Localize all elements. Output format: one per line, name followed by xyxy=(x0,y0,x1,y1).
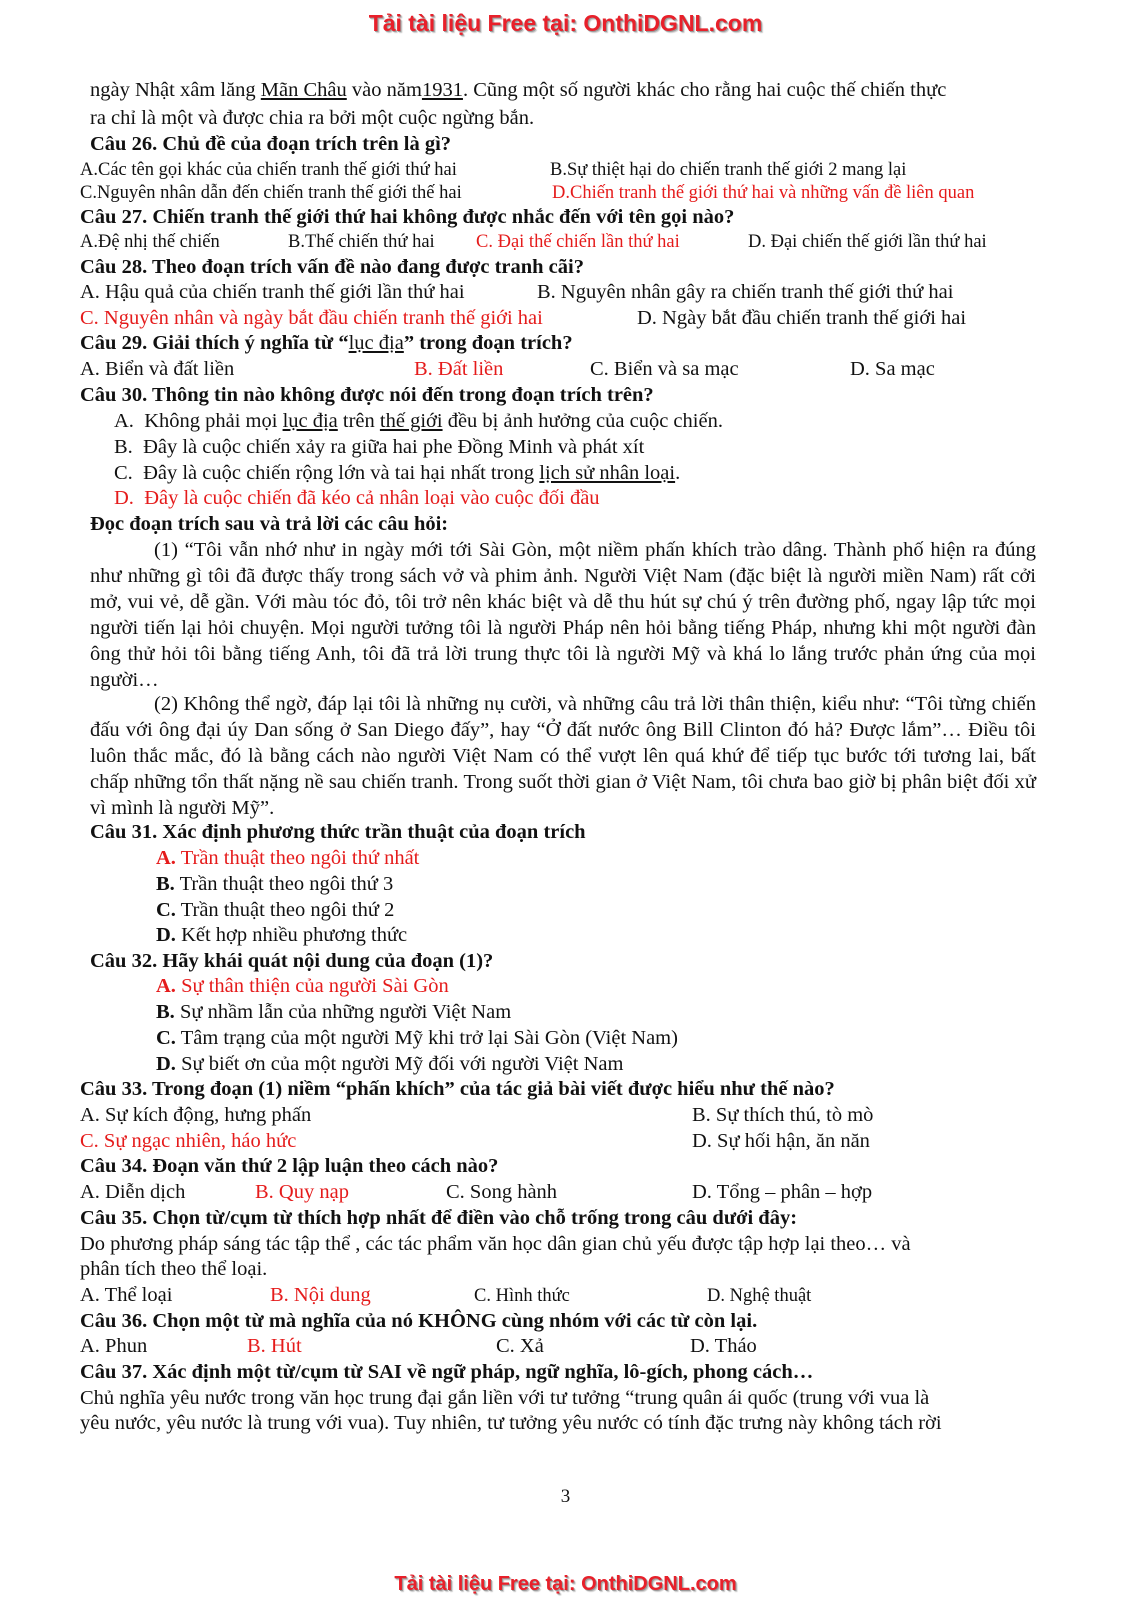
q29-option-c: C. Biển và sa mạc xyxy=(590,358,739,380)
q37-text-line-2: yêu nước, yêu nước là trung với vua). Tuy nhiên, tư tưởng yêu nước có tính đặc trưng này không tách rời xyxy=(80,1412,942,1434)
q30-option-b xyxy=(114,435,644,459)
intro-text: vào năm xyxy=(346,79,422,101)
question-32: Câu 32. Hãy khái quát nội dung của đoạn (1)? xyxy=(90,950,494,972)
option-label: A. xyxy=(114,410,134,432)
q33-option-a: A. Sự kích động, hưng phấn xyxy=(80,1104,312,1126)
q35-text-line-2: phân tích theo thể loại. xyxy=(80,1258,268,1280)
option-label: A. xyxy=(156,847,176,869)
question-34: Câu 34. Đoạn văn thứ 2 lập luận theo cách nào? xyxy=(80,1155,499,1177)
q31-option-b xyxy=(156,872,393,896)
q34-option-b-answer: B. Quy nạp xyxy=(255,1181,349,1203)
q36-option-a: A. Phun xyxy=(80,1335,148,1357)
q36-option-c: C. Xả xyxy=(496,1335,544,1357)
q34-option-d: D. Tổng – phân – hợp xyxy=(692,1181,873,1203)
q28-option-a: A. Hậu quả của chiến tranh thế giới lần thứ hai xyxy=(80,281,465,303)
q30-option-a xyxy=(114,409,723,433)
option-text: Sự biết ơn của một người Mỹ đối với người Việt Nam xyxy=(175,1053,624,1075)
q26-option-a: A.Các tên gọi khác của chiến tranh thế giới thứ hai xyxy=(80,160,457,180)
question-29 xyxy=(80,331,573,355)
reading-paragraph-1: (1) “Tôi vẫn nhớ như in ngày mới tới Sài Gòn, một niềm phấn khích trào dâng. Thành phố hiện ra đúng như những gì tôi đã được thấy trong sách vở và phim ảnh. Người Việt Nam (đặc biệt là người miền Nam) rất cởi mở, vui vẻ, dễ gần. Với màu tóc đỏ, tôi trở nên khác biệt và dễ thu hút sự chú ý trên đường phố, ngay lập tức mọi người tiến lại hỏi chuyện. Mọi người tưởng tôi là người Pháp nên hỏi bằng tiếng Pháp, nhưng khi một người đàn ông thử hỏi tôi bằng tiếng Anh, tôi đã trả lời trung thực tôi là người Mỹ và khá lo lắng trước phản ứng của mọi người… xyxy=(90,539,1036,691)
q31-option-a-answer xyxy=(156,846,419,870)
option-text: Trần thuật theo ngôi thứ 3 xyxy=(174,873,394,895)
manchuria-link[interactable]: Mãn Châu xyxy=(260,79,347,101)
option-text: Không phải mọi xyxy=(144,410,283,432)
q33-option-d: D. Sự hối hận, ăn năn xyxy=(692,1130,870,1152)
q26-option-d-answer: D.Chiến tranh thế giới thứ hai và những vấn đề liên quan xyxy=(552,183,975,203)
intro-text: . Cũng một số người khác cho rằng hai cuộc thế chiến thực xyxy=(462,79,947,101)
option-label: C. xyxy=(156,899,176,921)
question-37: Câu 37. Xác định một từ/cụm từ SAI về ngữ pháp, ngữ nghĩa, lô-gích, phong cách… xyxy=(80,1361,814,1383)
question-26: Câu 26. Chủ đề của đoạn trích trên là gì? xyxy=(90,133,452,155)
option-label: C. xyxy=(114,462,133,484)
q35-option-a: A. Thể loại xyxy=(80,1284,173,1306)
question-35: Câu 35. Chọn từ/cụm từ thích hợp nhất để điền vào chỗ trống trong câu dưới đây: xyxy=(80,1207,798,1229)
option-text: trên xyxy=(337,410,380,432)
option-label: B. xyxy=(156,1001,175,1023)
option-label: D. xyxy=(156,1053,176,1075)
year-1931-link[interactable]: 1931 xyxy=(421,79,463,101)
q34-option-c: C. Song hành xyxy=(446,1181,558,1203)
q32-option-b xyxy=(156,1000,511,1024)
option-text: Trần thuật theo ngôi thứ nhất xyxy=(175,847,420,869)
q26-option-b: B.Sự thiệt hại do chiến tranh thế giới 2 mang lại xyxy=(550,160,907,180)
option-label: B. xyxy=(114,436,133,458)
q27-option-c-answer: C. Đại thế chiến lần thứ hai xyxy=(476,232,680,252)
human-history-link[interactable]: lịch sử nhân loại xyxy=(539,462,676,484)
q29-text: Câu 29. Giải thích ý nghĩa từ “ xyxy=(80,332,349,354)
question-27: Câu 27. Chiến tranh thế giới thứ hai không được nhắc đến với tên gọi nào? xyxy=(80,206,735,228)
q29-term: lục địa xyxy=(348,332,404,354)
q29-option-d: D. Sa mạc xyxy=(850,358,935,380)
q33-option-c-answer: C. Sự ngạc nhiên, háo hức xyxy=(80,1130,297,1152)
world-link[interactable]: thế giới xyxy=(379,410,443,432)
q37-text-line-1: Chủ nghĩa yêu nước trong văn học trung đại gắn liền với tư tưởng “trung quân ái quốc (trung với vua là xyxy=(80,1387,930,1409)
option-text: Trần thuật theo ngôi thứ 2 xyxy=(175,899,395,921)
q35-option-b-answer: B. Nội dung xyxy=(270,1284,371,1306)
option-label: A. xyxy=(156,975,176,997)
q35-option-c: C. Hình thức xyxy=(474,1286,570,1306)
question-28: Câu 28. Theo đoạn trích vấn đề nào đang được tranh cãi? xyxy=(80,256,584,278)
option-text: Kết hợp nhiều phương thức xyxy=(175,924,408,946)
q34-option-a: A. Diễn dịch xyxy=(80,1181,186,1203)
q29-option-a: A. Biển và đất liền xyxy=(80,358,235,380)
question-30: Câu 30. Thông tin nào không được nói đến trong đoạn trích trên? xyxy=(80,384,654,406)
q29-option-b-answer: B. Đất liền xyxy=(414,358,504,380)
reading-heading: Đọc đoạn trích sau và trả lời các câu hỏi: xyxy=(90,513,449,535)
q28-option-b: B. Nguyên nhân gây ra chiến tranh thế giới thứ hai xyxy=(537,281,954,303)
option-label: D. xyxy=(156,924,176,946)
option-label: C. xyxy=(156,1027,176,1049)
question-31: Câu 31. Xác định phương thức trần thuật của đoạn trích xyxy=(90,821,586,843)
q28-option-d: D. Ngày bắt đầu chiến tranh thế giới hai xyxy=(637,307,967,329)
q32-option-a-answer xyxy=(156,974,449,998)
option-text: Sự thân thiện của người Sài Gòn xyxy=(175,975,449,997)
q29-text: ” trong đoạn trích? xyxy=(403,332,573,354)
intro-line-2: ra chỉ là một và được chia ra bởi một cuộc ngừng bắn. xyxy=(90,107,535,129)
intro-text: ngày Nhật xâm lăng xyxy=(90,79,261,101)
page-number: 3 xyxy=(560,1486,571,1507)
option-text: Đây là cuộc chiến đã kéo cả nhân loại vào cuộc đối đầu xyxy=(144,487,600,509)
q26-option-c: C.Nguyên nhân dẫn đến chiến tranh thế giới thế hai xyxy=(80,183,462,203)
q31-option-d xyxy=(156,923,407,947)
q32-option-d xyxy=(156,1052,623,1076)
q30-option-c xyxy=(114,461,680,485)
q36-option-d: D. Tháo xyxy=(690,1335,757,1357)
option-text: Đây là cuộc chiến xảy ra giữa hai phe Đồng Minh và phát xít xyxy=(143,436,645,458)
q27-option-b: B.Thế chiến thứ hai xyxy=(288,232,435,252)
option-text: . xyxy=(675,462,681,484)
q36-option-b-answer: B. Hút xyxy=(247,1335,302,1357)
q33-option-b: B. Sự thích thú, tò mò xyxy=(692,1104,874,1126)
intro-line-1 xyxy=(90,78,946,102)
header-banner[interactable]: Tải tài liệu Free tại: OnthiDGNL.com xyxy=(368,10,763,36)
option-label: D. xyxy=(114,487,134,509)
q35-text-line-1: Do phương pháp sáng tác tập thể , các tác phẩm văn học dân gian chủ yếu được tập hợp lại theo… và xyxy=(80,1233,911,1255)
question-36: Câu 36. Chọn một từ mà nghĩa của nó KHÔNG cùng nhóm với các từ còn lại. xyxy=(80,1310,758,1332)
q32-option-c xyxy=(156,1026,678,1050)
q30-option-d-answer xyxy=(114,486,600,510)
footer-banner[interactable]: Tải tài liệu Free tại: OnthiDGNL.com xyxy=(394,1573,737,1595)
option-text: đều bị ảnh hưởng của cuộc chiến. xyxy=(442,410,723,432)
option-text: Sự nhầm lẫn của những người Việt Nam xyxy=(174,1001,512,1023)
q28-option-c-answer: C. Nguyên nhân và ngày bắt đầu chiến tranh thế giới hai xyxy=(80,307,543,329)
option-text: Tâm trạng của một người Mỹ khi trở lại Sài Gòn (Việt Nam) xyxy=(175,1027,678,1049)
option-text: Đây là cuộc chiến rộng lớn và tai hại nhất trong xyxy=(143,462,540,484)
continent-link[interactable]: lục địa xyxy=(282,410,338,432)
q27-option-a: A.Đệ nhị thế chiến xyxy=(80,232,220,252)
question-33: Câu 33. Trong đoạn (1) niềm “phấn khích” của tác giả bài viết được hiểu như thế nào? xyxy=(80,1078,835,1100)
option-label: B. xyxy=(156,873,175,895)
q27-option-d: D. Đại chiến thế giới lần thứ hai xyxy=(748,232,987,252)
reading-paragraph-2: (2) Không thể ngờ, đáp lại tôi là những nụ cười, và những câu trả lời thân thiện, kiểu như: “Tôi từng chiến đấu với ông đại úy Dan sống ở San Diego đấy”, hay “Ở đất nước ông Bill Clinton đó hả? Được lắm”… Điều tôi luôn thắc mắc, đó là bằng cách nào người Việt Nam có thể vượt lên quá khứ để tiếp tục bước tới tương lai, bất chấp những tổn thất nặng nề sau chiến tranh. Trong suốt thời gian ở Việt Nam, tôi chưa bao giờ bị phân biệt đối xử vì mình là người Mỹ”. xyxy=(90,693,1036,819)
q31-option-c xyxy=(156,898,394,922)
q35-option-d: D. Nghệ thuật xyxy=(707,1286,812,1306)
